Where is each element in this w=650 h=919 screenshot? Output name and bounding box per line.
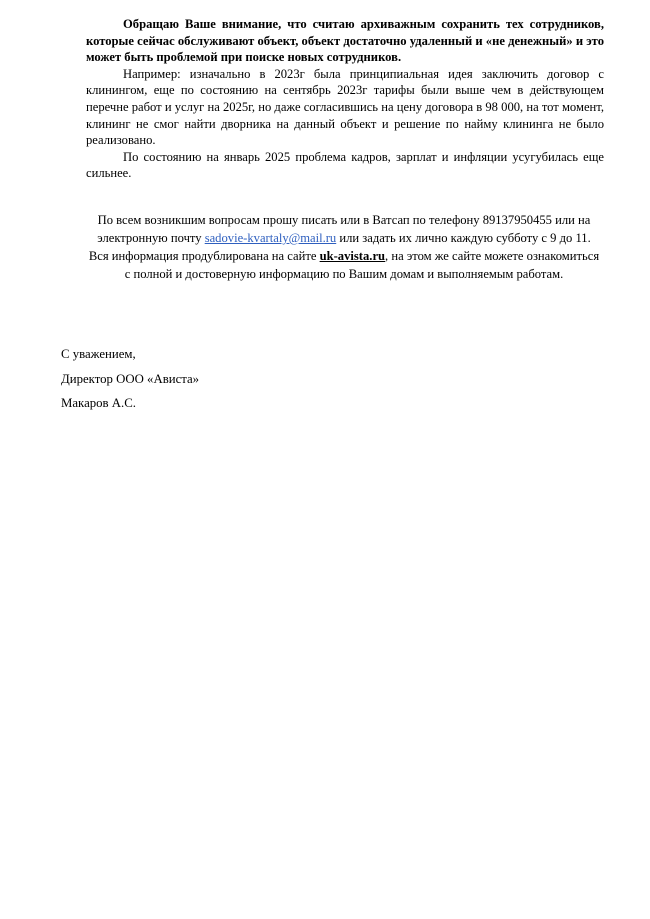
website-link[interactable]: uk-avista.ru: [319, 249, 386, 263]
body-text: [86, 16, 604, 182]
signature-name: Макаров А.С.: [61, 396, 136, 410]
website-text-after: , на этом же сайте можете ознакомиться с полной и достоверную информацию по Вашим домам и выполняемым работам.: [124, 249, 600, 281]
contact-line: [86, 211, 602, 247]
paragraph-staff-importance: Обращаю Ваше внимание, что считаю архиважным сохранить тех сотрудников, которые сейчас обслуживают объект, объект достаточно удаленный и «не денежный» и это может быть проблемой при поиске новых сотрудников.: [86, 17, 604, 65]
contact-text-after-email: или задать их лично каждую субботу с 9 до 11.: [336, 231, 591, 245]
contact-text-before-email: По всем возникшим вопросам прошу писать или в Ватсап по телефону 89137950455 или на электронную почту: [97, 213, 591, 245]
signature-position: Директор ООО «Ависта»: [61, 371, 200, 386]
signature-block: [61, 342, 199, 416]
paragraph-cleaning-example: Например: изначально в 2023г была принципиальная идея заключить договор с клинингом, еще по состоянию на сентябрь 2023г тарифы были выше чем в действующем перечне работ и услуг на 2025г, но даже согласившись на цену договора в 98 000, на тот момент, клининг не смог найти дворника на данный объект и решение по найму клининга не было реализовано.: [86, 66, 604, 148]
email-link[interactable]: sadovie-kvartaly@mail.ru: [204, 231, 337, 245]
paragraph-current-situation: По состоянию на январь 2025 проблема кадров, зарплат и инфляции усугубилась еще сильнее.: [86, 149, 604, 181]
website-text-before: Вся информация продублирована на сайте: [88, 249, 320, 263]
website-line: [86, 247, 602, 283]
contact-info: [86, 211, 602, 283]
signature-greeting: С уважением,: [61, 347, 136, 361]
